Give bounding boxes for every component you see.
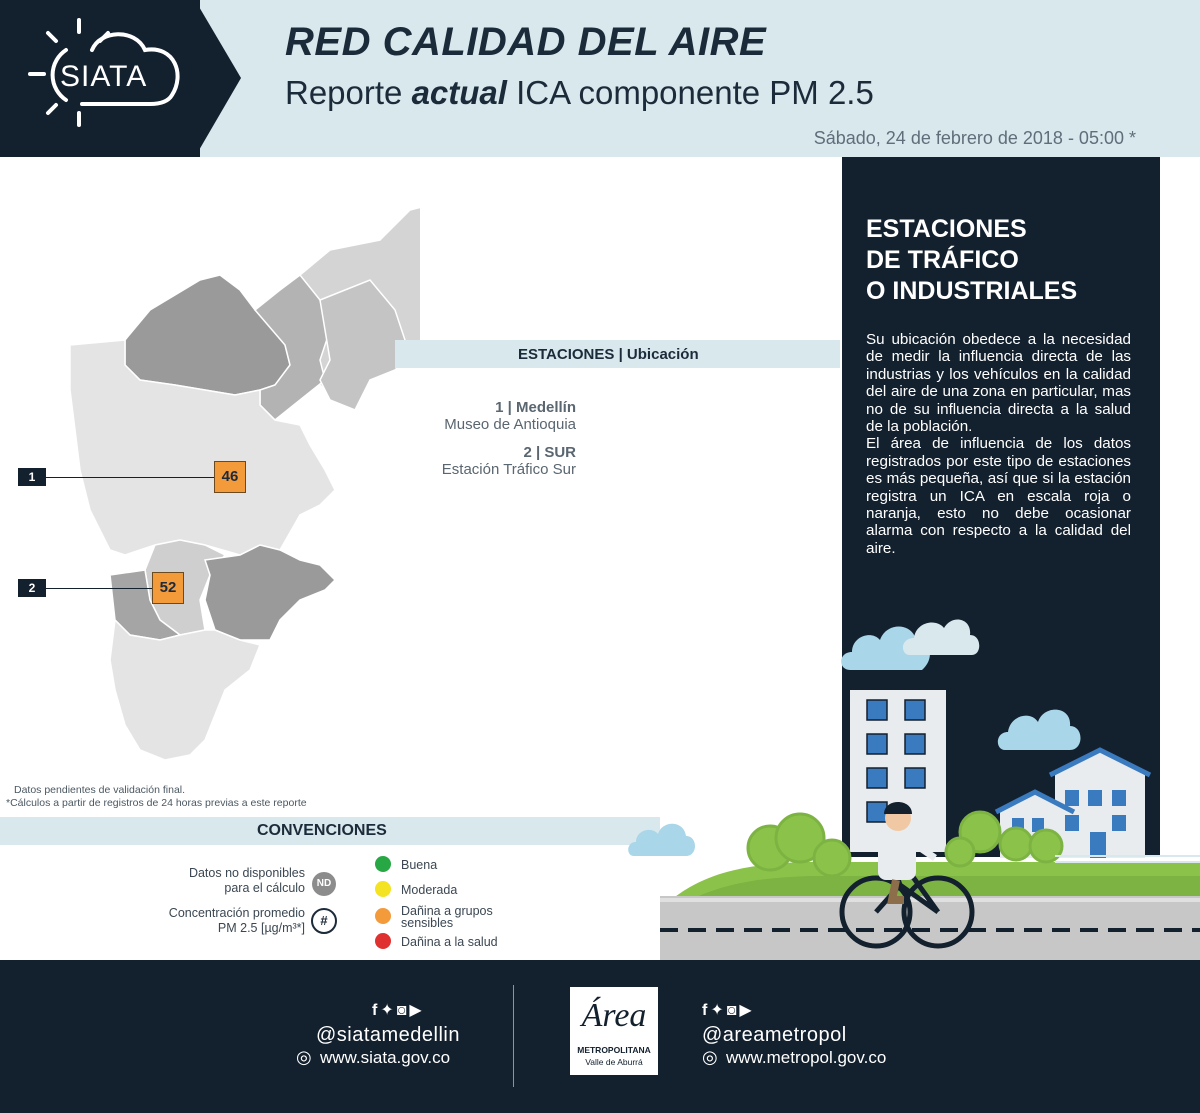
map-region-southeast-dark: [205, 545, 335, 640]
stations-title: ESTACIONES | Ubicación: [518, 346, 699, 363]
siata-logo-text: SIATA: [60, 60, 148, 93]
station-1-location: Museo de Antioquia: [444, 416, 576, 433]
station-2-leader-line: [46, 588, 152, 589]
station-1-info: [444, 399, 576, 433]
globe-icon: ◎: [296, 1047, 312, 1067]
station-1-value[interactable]: 46: [214, 461, 246, 493]
legend-moderada-dot: [375, 881, 391, 897]
metropol-handle[interactable]: @areametropol: [702, 1024, 847, 1046]
map-region-nw-dark: [125, 275, 290, 395]
aburra-valley-map: [0, 170, 420, 790]
area-metropolitana-logo: Área METROPOLITANA Valle de Aburrá: [570, 987, 658, 1075]
legend-conc-label: Concentración promedio PM 2.5 [µg/m³*]: [168, 906, 305, 935]
facebook-icon[interactable]: f: [702, 1002, 711, 1019]
station-2-name: 2 | SUR: [523, 444, 576, 461]
legend-nd-label: Datos no disponibles para el cálculo: [188, 866, 305, 895]
siata-logo-box: [0, 0, 200, 157]
siata-website[interactable]: www.siata.gov.co: [320, 1048, 451, 1067]
note-calculation: *Cálculos a partir de registros de 24 horas previas a este reporte: [6, 797, 307, 809]
station-2-location: Estación Tráfico Sur: [441, 461, 576, 478]
legend-nd-icon: ND: [312, 872, 336, 896]
instagram-icon[interactable]: ◙: [726, 1002, 740, 1019]
legend-danina-grupos-dot: [375, 908, 391, 924]
legend-buena-label: Buena: [401, 858, 438, 872]
instagram-icon[interactable]: ◙: [396, 1002, 410, 1019]
youtube-icon[interactable]: ▶: [409, 1002, 425, 1019]
header-arrow: [195, 0, 241, 157]
station-1-leader-line: [46, 477, 214, 478]
station-2-info: [442, 444, 576, 478]
facebook-icon[interactable]: f: [372, 1002, 381, 1019]
twitter-icon[interactable]: ✦: [380, 1002, 397, 1019]
youtube-icon[interactable]: ▶: [739, 1002, 755, 1019]
city-cyclist-illustration: [660, 600, 1200, 960]
conventions-title: CONVENCIONES: [257, 822, 387, 839]
metropol-website[interactable]: www.metropol.gov.co: [726, 1048, 887, 1067]
footer-divider: [513, 985, 514, 1087]
legend-danina-grupos-label: Dañina a grupos sensibles: [401, 904, 493, 930]
station-1-name: 1 | Medellín: [495, 399, 576, 416]
page-title: RED CALIDAD DEL AIRE: [285, 20, 767, 64]
legend-moderada-label: Moderada: [401, 883, 458, 897]
notes: [6, 784, 307, 810]
siata-social-icons[interactable]: [372, 1000, 425, 1020]
station-2-value[interactable]: 52: [152, 572, 184, 604]
metropol-social-icons[interactable]: [702, 1000, 755, 1020]
legend-danina-salud-dot: [375, 933, 391, 949]
globe-icon: ◎: [702, 1047, 718, 1067]
station-1-label[interactable]: 1: [18, 468, 46, 486]
page-subtitle: Reporte actual ICA componente PM 2.5: [285, 74, 874, 111]
station-2-label[interactable]: 2: [18, 579, 46, 597]
legend-buena-dot: [375, 856, 391, 872]
report-date: Sábado, 24 de febrero de 2018 - 05:00 *: [813, 128, 1136, 148]
map-region-south: [110, 620, 260, 760]
twitter-icon[interactable]: ✦: [710, 1002, 727, 1019]
panel-paragraph-2: El área de influencia de los datos registrados por este tipo de estaciones es más pequeña, así que si la estación registra un ICA en escala roja o naranja, esto no debe ocasionar alarma con respecto a la calidad del aire.: [866, 435, 1131, 557]
legend-concentration-icon: #: [311, 908, 337, 934]
panel-heading: ESTACIONES DE TRÁFICO O INDUSTRIALES: [866, 215, 1078, 305]
panel-paragraph-1: Su ubicación obedece a la necesidad de medir la influencia directa de las industrias y los vehículos en la calidad del aire de una zona en particular, mas no de su influencia directa a la salud de la población.: [866, 331, 1131, 436]
legend-danina-salud-label: Dañina a la salud: [401, 935, 498, 949]
panel-body: [866, 331, 1131, 557]
siata-handle[interactable]: @siatamedellin: [315, 1024, 460, 1046]
note-validation: Datos pendientes de validación final.: [14, 784, 186, 796]
